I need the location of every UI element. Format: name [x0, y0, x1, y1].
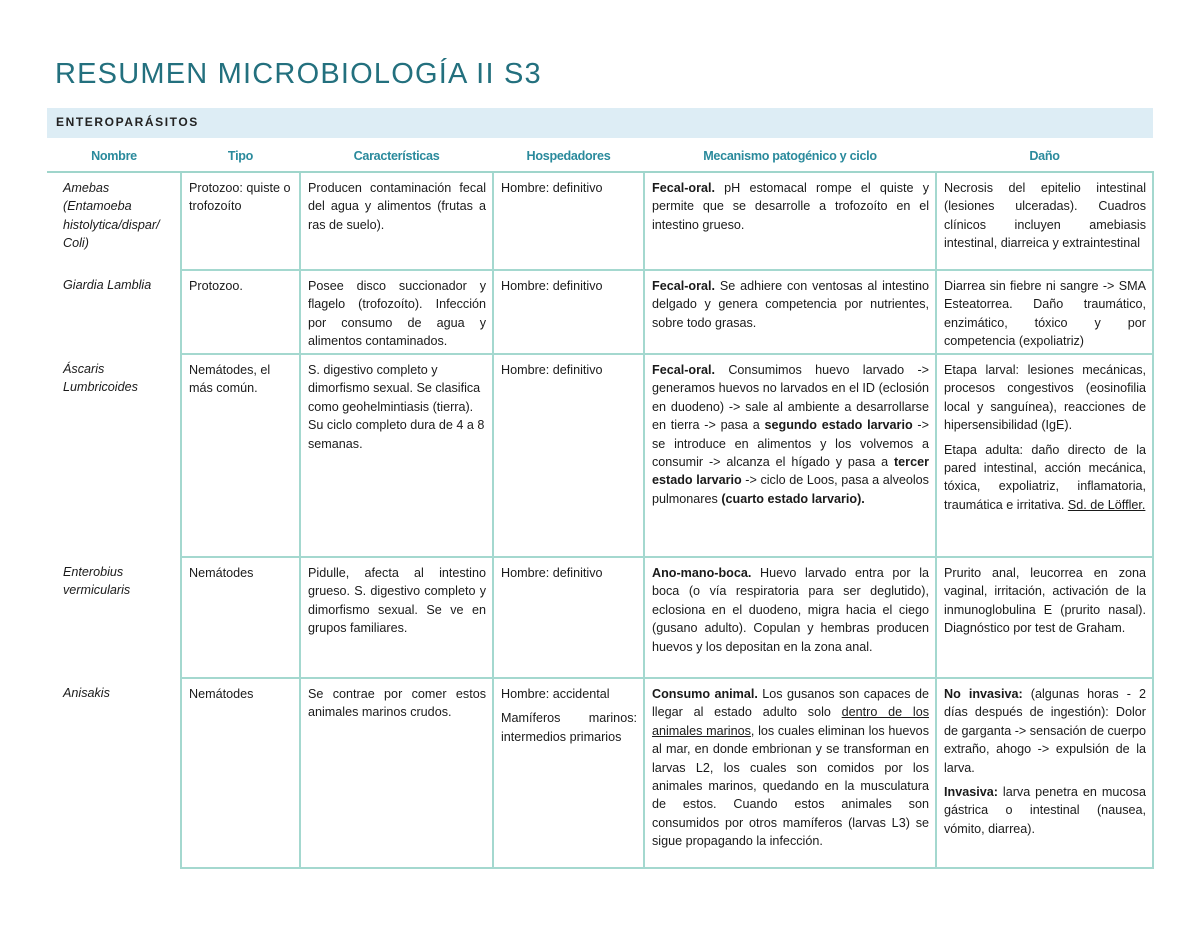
cell-tipo: Nemátodes — [181, 557, 300, 678]
table-row — [47, 678, 1153, 868]
header-hospedadores: Hospedadores — [493, 141, 644, 172]
table-header-row — [47, 141, 1153, 172]
cell-tipo: Nemátodes, el más común. — [181, 354, 300, 557]
mechanism-text: Huevo larvado entra por la boca (o vía respiratoria para ser deglutido), eclosiona en el duodeno, migra hacia el ciego (gusano adulto). Copulan y hembras producen huevos y los depositan en la zona anal. — [652, 566, 929, 654]
cell-hospedadores: Hombre: definitivo — [493, 354, 644, 557]
cell-nombre: Áscaris Lumbricoides — [63, 362, 138, 395]
mechanism-stage-3: tercer estado larvario — [652, 455, 929, 488]
cell-nombre: Anisakis — [63, 686, 110, 700]
mechanism-text: Los gusanos son capaces de llegar al estado adulto solo — [652, 687, 930, 720]
damage-noninvasive-text: (algunas horas - 2 días después de ingestión): Dolor de garganta -> sensación de cuerpo extraño, ahogo -> expulsión de la larva. — [944, 687, 1146, 775]
page-title: RESUMEN MICROBIOLOGÍA II S3 — [55, 58, 542, 90]
mechanism-text: pH estomacal rompe el quiste y permite que se desarrolle a trofozoíto en el intestino grueso. — [652, 181, 929, 232]
damage-noninvasive-label: No invasiva: — [944, 687, 1023, 701]
cell-dano: Prurito anal, leucorrea en zona vaginal, irritación, activación de la inmunoglobulina E (prurito nasal). Diagnóstico por test de Graham. — [936, 557, 1153, 678]
section-header — [47, 108, 1153, 138]
damage-invasive — [944, 783, 1146, 838]
cell-hospedadores — [493, 678, 644, 868]
mechanism-stage-4: (cuarto estado larvario). — [721, 491, 865, 506]
section-title: ENTEROPARÁSITOS — [56, 115, 199, 129]
cell-hospedadores: Hombre: definitivo — [493, 557, 644, 678]
header-caracteristicas: Características — [300, 141, 493, 172]
table-row — [47, 270, 1153, 354]
mechanism-text: Se adhiere con ventosas al intestino delgado y genera competencia por nutrientes, sobre todo grasas. — [652, 279, 929, 330]
cell-dano — [936, 354, 1153, 557]
table-row — [47, 172, 1153, 270]
cell-tipo: Protozoo: quiste o trofozoíto — [181, 172, 300, 270]
mechanism-route: Fecal-oral. — [652, 279, 715, 293]
cell-dano: Diarrea sin fiebre ni sangre -> SMA Esteatorrea. Daño traumático, enzimático, tóxico y por competencia (expoliatriz) — [936, 270, 1153, 354]
damage-adult — [944, 441, 1146, 515]
cell-nombre: Amebas (Entamoeba histolytica/dispar/ Coli) — [63, 181, 160, 251]
cell-caracteristicas: Pidulle, afecta al intestino grueso. S. digestivo completo y dimorfismo sexual. Se ve en grupos familiares. — [300, 557, 493, 678]
cell-caracteristicas: Se contrae por comer estos animales marinos crudos. — [300, 678, 493, 868]
damage-adult-text: Etapa adulta: daño directo de la pared intestinal, acción mecánica, tóxica, expoliatriz, inflamatoria, traumática e irritativa. — [944, 442, 1146, 512]
host-accidental: Hombre: accidental — [501, 687, 610, 701]
mechanism-text: , los cuales eliminan los huevos al mar, en donde embrionan y se transforman en larvas L2, los cuales son comidos por los animales marinos, quedando en la musculatura de estos. Cuando estos animales son consumidos por otros mamíferos (larvas L3) se sigue propagando la infección. — [652, 723, 929, 849]
cell-caracteristicas: S. digestivo completo y dimorfismo sexual. Se clasifica como geohelmintiasis (tierra). Su ciclo completo dura de 4 a 8 semanas. — [300, 354, 493, 557]
damage-larval: Etapa larval: lesiones mecánicas, procesos congestivos (eosinofilia local y sanguínea), reacciones de hipersensibilidad (IgE). — [944, 363, 1146, 433]
cell-dano: Necrosis del epitelio intestinal (lesiones ulceradas). Cuadros clínicos incluyen amebiasis intestinal, diarreica y extraintestinal — [936, 172, 1153, 270]
cell-mecanismo — [644, 557, 936, 678]
damage-invasive-label: Invasiva: — [944, 785, 998, 800]
host-intermediate: Mamíferos marinos: intermedios primarios — [501, 711, 637, 744]
mechanism-text: Consumimos huevo larvado -> generamos huevos no larvados en el ID (eclosión en duodeno) -> sale al ambiente a desarrollarse en tierra -> pasa a — [652, 363, 929, 433]
cell-hospedadores: Hombre: definitivo — [493, 270, 644, 354]
cell-nombre: Giardia Lamblia — [63, 278, 152, 292]
cell-mecanismo — [644, 172, 936, 270]
cell-mecanismo — [644, 270, 936, 354]
mechanism-route: Ano-mano-boca. — [652, 566, 752, 580]
header-nombre: Nombre — [47, 141, 181, 172]
mechanism-text: -> ciclo de Loos, pasa a alveolos pulmonares — [652, 473, 929, 506]
damage-invasive-text: larva penetra en mucosa gástrica o intestinal (nausea, vómito, diarrea). — [944, 785, 1146, 836]
header-mecanismo: Mecanismo patogénico y ciclo — [644, 141, 936, 172]
cell-nombre: Enterobius vermicularis — [63, 565, 131, 598]
mechanism-underlined: dentro de los animales marinos — [652, 705, 929, 738]
cell-dano — [936, 678, 1153, 868]
cell-hospedadores: Hombre: definitivo — [493, 172, 644, 270]
cell-caracteristicas: Producen contaminación fecal del agua y alimentos (frutas a ras de suelo). — [300, 172, 493, 270]
mechanism-text: -> se introduce en alimentos y los volvemos a consumir -> alcanza el hígado y pasa a — [652, 418, 929, 470]
header-dano: Daño — [936, 141, 1153, 172]
cell-tipo: Nemátodes — [181, 678, 300, 868]
table-row — [47, 557, 1153, 678]
table-row — [47, 354, 1153, 557]
mechanism-route: Fecal-oral. — [652, 363, 715, 377]
cell-mecanismo — [644, 678, 936, 868]
cell-caracteristicas: Posee disco succionador y flagelo (trofozoíto). Infección por consumo de agua y alimentos contaminados. — [300, 270, 493, 354]
damage-syndrome: Sd. de Löffler. — [1067, 497, 1146, 512]
mechanism-route: Consumo animal. — [652, 687, 758, 701]
mechanism-stage-2: segundo estado larvario — [764, 418, 913, 433]
cell-tipo: Protozoo. — [181, 270, 300, 354]
cell-mecanismo — [644, 354, 936, 557]
header-tipo: Tipo — [181, 141, 300, 172]
mechanism-route: Fecal-oral. — [652, 181, 715, 195]
parasites-table — [47, 141, 1154, 869]
